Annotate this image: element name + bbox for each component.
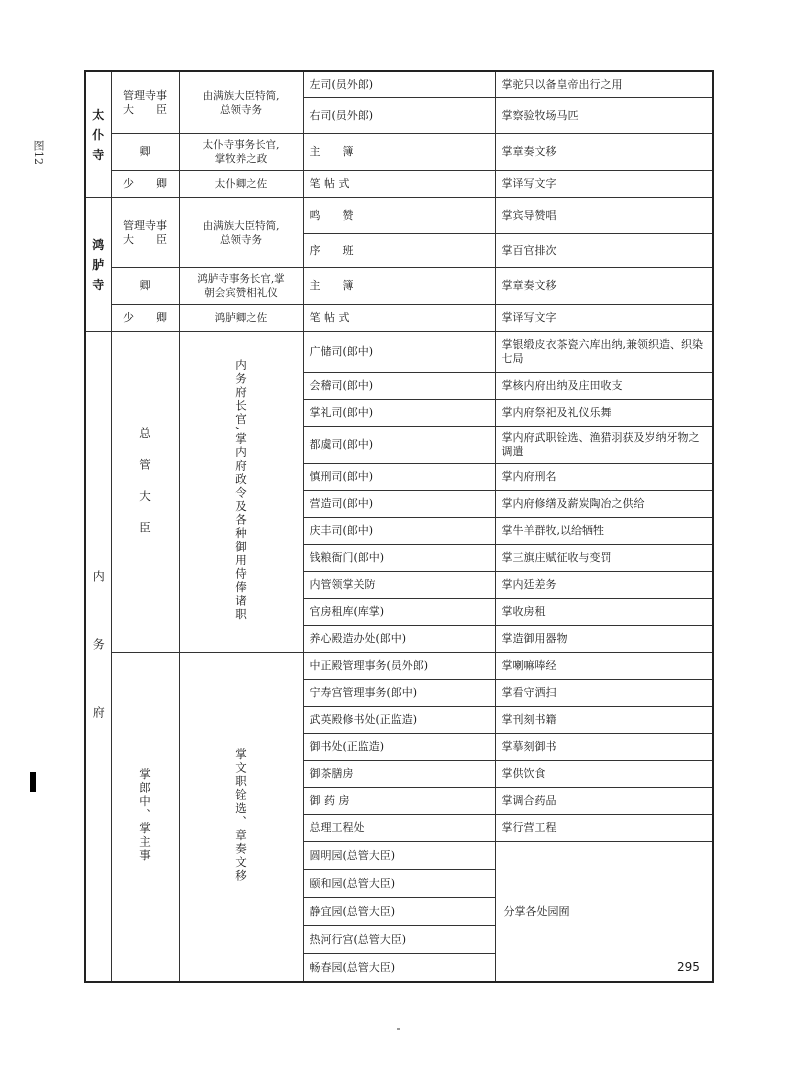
table-row (85, 305, 713, 332)
table-row (85, 171, 713, 198)
dept-name: 官房租库(库掌) (303, 599, 495, 626)
dept-duty: 掌驼只以备皇帝出行之用 (495, 71, 713, 98)
org-name-text: 内 务 府 (91, 569, 106, 740)
section-desc-text: 掌文职铨选、章奏文移 (234, 747, 248, 883)
dept-duty: 掌章奏文移 (495, 134, 713, 171)
dept-name: 颐和园(总管大臣) (303, 870, 495, 898)
dept-name: 御茶膳房 (303, 761, 495, 788)
org-name: 太仆寺 (85, 71, 111, 198)
dept-duty: 掌内府修缮及薪炭陶冶之供给 (495, 491, 713, 518)
rank-desc: 鸿胪寺事务长官,掌 朝会宾赞相礼仪 (179, 268, 303, 305)
dept-duty: 掌造御用器物 (495, 626, 713, 653)
dept-name: 总理工程处 (303, 815, 495, 842)
dept-name: 圆明园(总管大臣) (303, 842, 495, 870)
dept-duty: 掌银缎皮衣茶瓷六库出纳,兼领织造、织染七局 (495, 332, 713, 373)
dept-name: 主 簿 (303, 268, 495, 305)
dept-name: 中正殿管理事务(员外郎) (303, 653, 495, 680)
section-title (111, 653, 179, 983)
section-title-text: 总管大臣 (138, 427, 152, 553)
org-name: 鸿胪寺 (85, 198, 111, 332)
margin-mark (30, 772, 36, 792)
dept-duty: 掌核内府出纳及庄田收支 (495, 373, 713, 400)
dept-name: 鸣 赞 (303, 198, 495, 234)
dept-duty: 掌看守洒扫 (495, 680, 713, 707)
dept-name: 营造司(郎中) (303, 491, 495, 518)
dept-duty: 掌章奏文移 (495, 268, 713, 305)
dept-duty: 掌牛羊群牧,以给牺牲 (495, 518, 713, 545)
rank-desc: 太仆卿之佐 (179, 171, 303, 198)
dept-name: 御书处(正监造) (303, 734, 495, 761)
side-label: 图12 (32, 140, 45, 165)
section-title-text: 掌郎中、掌主事 (138, 767, 152, 863)
dept-name: 宁寿宫管理事务(郎中) (303, 680, 495, 707)
dept-duty: 掌百官排次 (495, 234, 713, 268)
dept-name: 笔 帖 式 (303, 171, 495, 198)
dept-duty: 掌三旗庄赋征收与变罚 (495, 545, 713, 572)
dept-name: 热河行宫(总管大臣) (303, 926, 495, 954)
section-desc (179, 332, 303, 653)
dept-duty: 掌调合药品 (495, 788, 713, 815)
table-row (85, 198, 713, 234)
table-row (85, 268, 713, 305)
shared-duty: 分掌各处园囿 (495, 842, 713, 983)
dept-duty: 掌刊刻书籍 (495, 707, 713, 734)
dept-name: 御 药 房 (303, 788, 495, 815)
rank-desc: 太仆寺事务长官, 掌牧养之政 (179, 134, 303, 171)
table-row (85, 332, 713, 373)
dept-name: 广储司(郎中) (303, 332, 495, 373)
rank-title: 管理寺事 大 臣 (111, 71, 179, 134)
rank-title: 少 卿 (111, 171, 179, 198)
dept-duty: 掌内府刑名 (495, 464, 713, 491)
table-row (85, 134, 713, 171)
dept-name: 左司(员外郎) (303, 71, 495, 98)
dept-name: 武英殿修书处(正监造) (303, 707, 495, 734)
dept-name: 静宜园(总管大臣) (303, 898, 495, 926)
scan-speck (397, 1028, 400, 1030)
dept-duty: 掌察验牧场马匹 (495, 98, 713, 134)
dept-name: 钱粮衙门(郎中) (303, 545, 495, 572)
rank-desc: 由满族大臣特简, 总领寺务 (179, 198, 303, 268)
dept-duty: 掌行营工程 (495, 815, 713, 842)
dept-name: 都虞司(郎中) (303, 427, 495, 464)
dept-duty: 掌宾导赞唱 (495, 198, 713, 234)
rank-desc: 由满族大臣特简, 总领寺务 (179, 71, 303, 134)
page-number: 295 (677, 960, 700, 974)
section-title (111, 332, 179, 653)
dept-name: 庆丰司(郎中) (303, 518, 495, 545)
rank-title: 少 卿 (111, 305, 179, 332)
dept-duty: 掌供饮食 (495, 761, 713, 788)
dept-name: 主 簿 (303, 134, 495, 171)
dept-name: 养心殿造办处(郎中) (303, 626, 495, 653)
dept-duty: 掌内廷差务 (495, 572, 713, 599)
dept-duty: 掌译写文字 (495, 171, 713, 198)
dept-duty: 掌收房租 (495, 599, 713, 626)
dept-name: 慎刑司(郎中) (303, 464, 495, 491)
dept-name: 掌礼司(郎中) (303, 400, 495, 427)
dept-name: 右司(员外郎) (303, 98, 495, 134)
government-structure-table (84, 70, 714, 983)
rank-title: 卿 (111, 134, 179, 171)
dept-duty: 掌内府武职铨选、渔猎羽获及岁纳牙物之调遣 (495, 427, 713, 464)
dept-duty: 掌喇嘛唪经 (495, 653, 713, 680)
table-row (85, 653, 713, 680)
org-name (85, 332, 111, 983)
dept-duty: 掌内府祭祀及礼仪乐舞 (495, 400, 713, 427)
table-row (85, 71, 713, 98)
section-desc-text: 内务府长官,掌内府政令及各种御用侍俸诸职 (234, 358, 248, 622)
rank-title: 管理寺事 大 臣 (111, 198, 179, 268)
dept-name: 笔 帖 式 (303, 305, 495, 332)
dept-name: 畅春园(总管大臣) (303, 954, 495, 983)
dept-duty: 掌摹刻御书 (495, 734, 713, 761)
dept-duty: 掌译写文字 (495, 305, 713, 332)
dept-name: 内管领掌关防 (303, 572, 495, 599)
rank-title: 卿 (111, 268, 179, 305)
rank-desc: 鸿胪卿之佐 (179, 305, 303, 332)
dept-name: 序 班 (303, 234, 495, 268)
dept-name: 会稽司(郎中) (303, 373, 495, 400)
section-desc (179, 653, 303, 983)
